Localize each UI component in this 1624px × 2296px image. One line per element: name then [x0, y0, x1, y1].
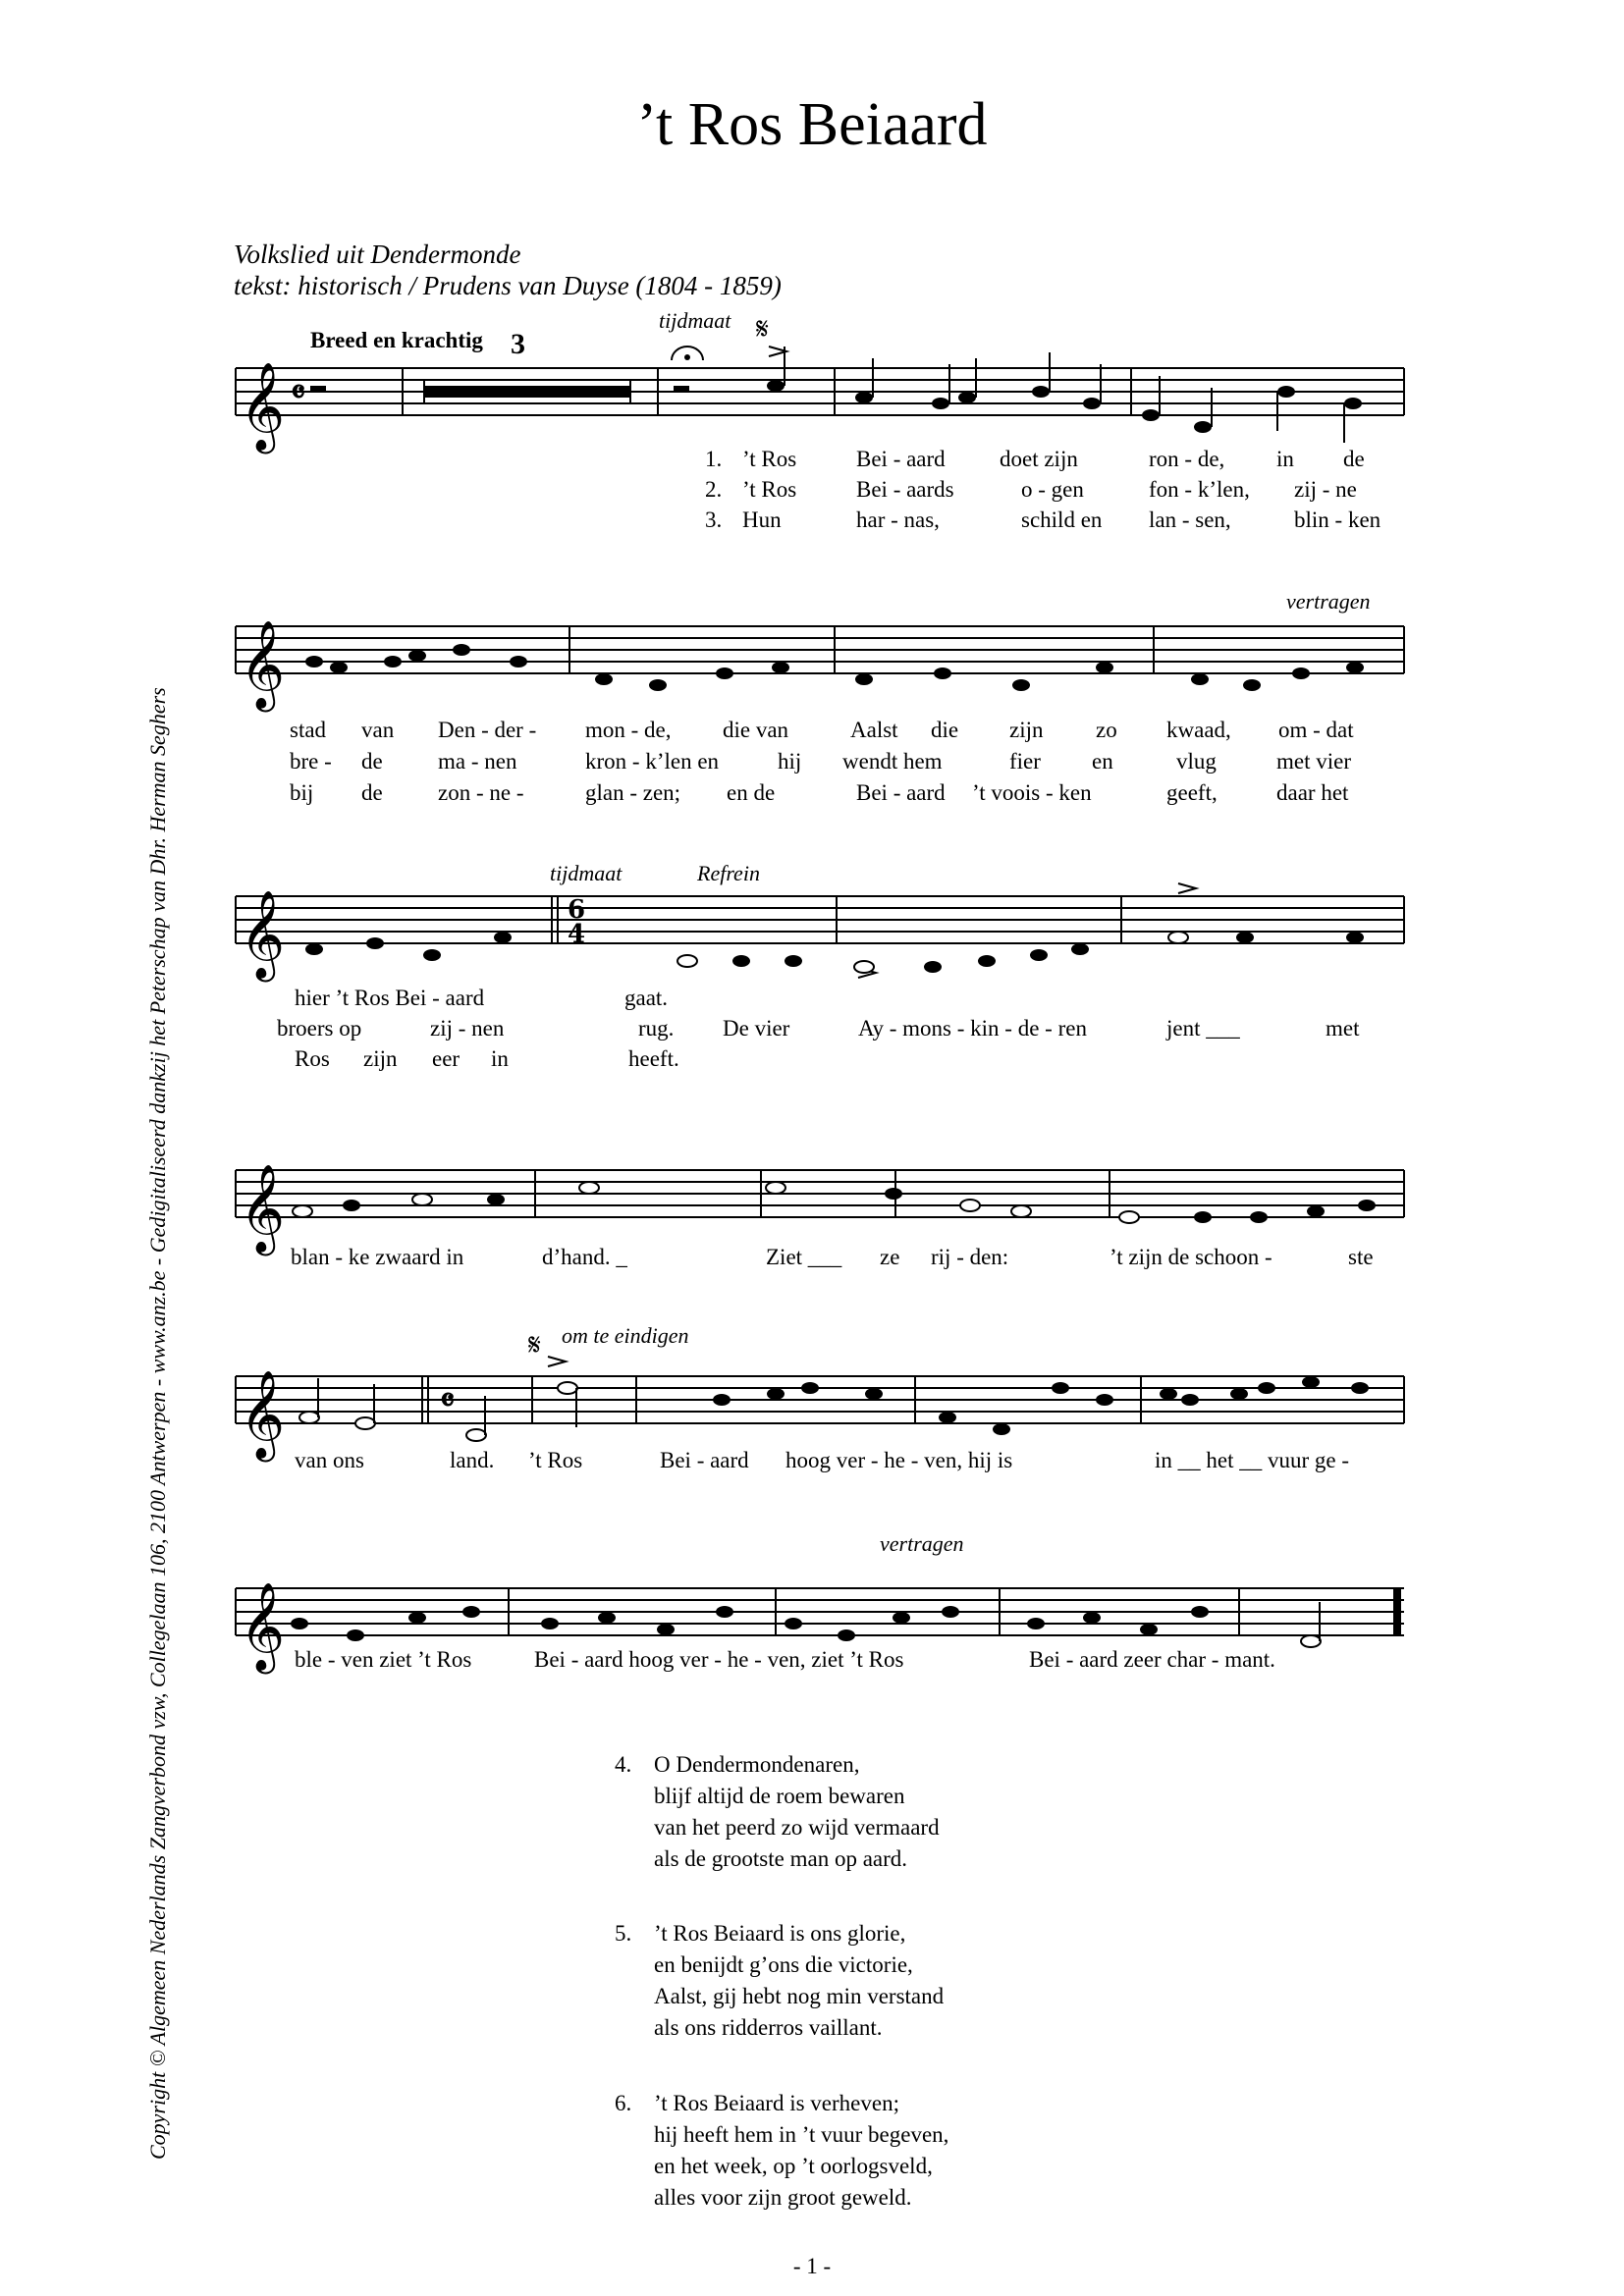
- lyric-syllable: Bei - aard: [856, 780, 946, 805]
- lyric-syllable: kron - k’len en: [585, 749, 720, 774]
- lyric-syllable: met vier: [1276, 749, 1351, 774]
- lyric-syllable: lan - sen,: [1149, 507, 1231, 532]
- page-number: - 1 -: [792, 2254, 832, 2278]
- song-title: ’t Ros Beiaard: [636, 91, 988, 158]
- lyric-syllable: de: [361, 749, 383, 774]
- staff-1: [236, 368, 1404, 415]
- verse-line: ’t Ros Beiaard is ons glorie,: [654, 1921, 906, 1946]
- verse-line: blijf altijd de roem bewaren: [654, 1784, 905, 1808]
- vertragen-marking: vertragen: [880, 1531, 964, 1556]
- verse-line: ’t Ros Beiaard is verheven;: [654, 2091, 899, 2115]
- lyric-syllable: Bei - aard zeer char - mant.: [1029, 1647, 1275, 1672]
- lyric-syllable: heeft.: [628, 1046, 679, 1071]
- lyric-syllable: ste: [1348, 1245, 1374, 1269]
- lyric-syllable: de: [1343, 447, 1365, 471]
- treble-clef-icon: 𝄞: [240, 1164, 286, 1253]
- lyric-syllable: ’t Ros: [742, 447, 797, 471]
- lyric-syllable: d’hand. _: [542, 1245, 627, 1269]
- verse-line: alles voor zijn groot geweld.: [654, 2185, 912, 2210]
- lyric-syllable: in: [491, 1046, 509, 1071]
- treble-clef-icon: 𝄞: [240, 620, 286, 709]
- lyric-syllable: bij: [290, 780, 314, 805]
- lyric-syllable: rij - den:: [931, 1245, 1009, 1269]
- lyric-syllable: Bei - aard hoog ver - he - ven, ziet ’t Ros: [534, 1647, 904, 1672]
- segno-icon: 𝄋: [528, 1328, 541, 1362]
- verse-number: 4.: [615, 1752, 632, 1777]
- lyric-syllable: doet zijn: [1000, 447, 1078, 471]
- lyric-syllable: daar het: [1276, 780, 1349, 805]
- ending-marking: om te eindigen: [562, 1323, 689, 1348]
- lyric-syllable: schild en: [1021, 507, 1103, 532]
- lyric-syllable: Ay - mons - kin - de - ren: [858, 1016, 1087, 1041]
- lyric-syllable: Ros: [295, 1046, 330, 1071]
- lyric-syllable: zij - ne: [1294, 477, 1357, 502]
- refrein-marking: Refrein: [697, 861, 760, 885]
- lyric-syllable: Bei - aard: [856, 447, 946, 471]
- lyric-syllable: in: [1276, 447, 1294, 471]
- lyric-syllable: bre -: [290, 749, 332, 774]
- origin-credit: Volkslied uit Dendermonde: [234, 240, 521, 269]
- lyric-syllable: jent ___: [1166, 1016, 1240, 1041]
- lyric-syllable: van ons: [295, 1448, 364, 1472]
- lyric-syllable: zon - ne -: [438, 780, 524, 805]
- staff-4: [236, 1170, 1404, 1217]
- verse-line: als ons ridderros vaillant.: [654, 2015, 883, 2040]
- lyric-syllable: stad: [290, 718, 327, 742]
- copyright-notice: Copyright © Algemeen Nederlands Zangverbond vzw, Collegelaan 106, 2100 Antwerpen - www.anz.be - Gedigitaliseerd dankzij het Peterschap van Dhr. Herman Seghers: [145, 687, 170, 2160]
- lyric-syllable: in __ het __ vuur ge -: [1155, 1448, 1350, 1472]
- lyric-syllable: vlug: [1176, 749, 1217, 774]
- lyric-syllable: met: [1326, 1016, 1360, 1041]
- verse-line: van het peerd zo wijd vermaard: [654, 1815, 940, 1840]
- lyric-syllable: ron - de,: [1149, 447, 1225, 471]
- lyric-syllable: broers op: [277, 1016, 362, 1041]
- lyric-syllable: hier ’t Ros Bei - aard: [295, 986, 485, 1010]
- lyric-syllable: zijn: [363, 1046, 398, 1071]
- text-credit: tekst: historisch / Prudens van Duyse (1804 - 1859): [234, 271, 782, 300]
- lyric-syllable: o - gen: [1021, 477, 1084, 502]
- verse-number: 2.: [705, 477, 723, 502]
- lyric-syllable: ze: [880, 1245, 900, 1269]
- verse-line: als de grootste man op aard.: [654, 1846, 908, 1871]
- segno-icon: 𝄋: [756, 312, 769, 347]
- verse-number: 6.: [615, 2091, 632, 2115]
- lyric-syllable: fier: [1009, 749, 1041, 774]
- staff-5: [236, 1376, 1404, 1423]
- svg-text:𝄴: 𝄴: [440, 1381, 456, 1420]
- lyric-syllable: kwaad,: [1166, 718, 1231, 742]
- lyric-syllable: ’t Ros: [742, 477, 797, 502]
- staff-2: [236, 626, 1404, 673]
- lyric-syllable: De vier: [723, 1016, 790, 1041]
- verse-number: 5.: [615, 1921, 632, 1946]
- verse-line: hij heeft hem in ’t vuur begeven,: [654, 2122, 949, 2147]
- svg-text:4: 4: [568, 920, 586, 949]
- lyric-syllable: zo: [1096, 718, 1117, 742]
- verse-number: 1.: [705, 447, 723, 471]
- lyric-syllable: Aalst: [850, 718, 898, 742]
- lyric-syllable: fon - k’len,: [1149, 477, 1250, 502]
- verse-line: en benijdt g’ons die victorie,: [654, 1952, 913, 1977]
- svg-text:6: 6: [568, 895, 586, 925]
- vertragen-marking: vertragen: [1286, 589, 1371, 614]
- lyric-syllable: ’t Ros: [528, 1448, 583, 1472]
- svg-text:𝄴: 𝄴: [291, 373, 306, 412]
- verse-number: 3.: [705, 507, 723, 532]
- treble-clef-icon: 𝄞: [240, 1370, 286, 1459]
- lyric-syllable: ma - nen: [438, 749, 517, 774]
- lyric-syllable: die: [931, 718, 959, 742]
- lyric-syllable: hij: [778, 749, 802, 774]
- lyric-syllable: en: [1092, 749, 1113, 774]
- lyric-syllable: wendt hem: [842, 749, 943, 774]
- lyric-syllable: de: [361, 780, 383, 805]
- lyric-syllable: ble - ven ziet ’t Ros: [295, 1647, 472, 1672]
- lyric-syllable: ’t zijn de schoon -: [1110, 1245, 1272, 1269]
- treble-clef-icon: 𝄞: [240, 362, 286, 451]
- lyric-syllable: blin - ken: [1294, 507, 1381, 532]
- lyric-syllable: land.: [450, 1448, 495, 1472]
- lyric-syllable: glan - zen;: [585, 780, 681, 805]
- lyric-syllable: Den - der -: [438, 718, 537, 742]
- lyric-syllable: har - nas,: [856, 507, 940, 532]
- lyric-syllable: die van: [723, 718, 789, 742]
- verse-line: Aalst, gij hebt nog min verstand: [654, 1984, 945, 2008]
- lyric-syllable: Bei - aard: [660, 1448, 749, 1472]
- lyric-syllable: gaat.: [624, 986, 669, 1010]
- staff-6: [236, 1588, 1404, 1635]
- treble-clef-icon: 𝄞: [240, 890, 286, 979]
- tijdmaat-marking: tijdmaat: [550, 861, 623, 885]
- lyric-syllable: Ziet ___: [766, 1245, 842, 1269]
- lyric-syllable: Hun: [742, 507, 782, 532]
- lyric-syllable: ’t voois - ken: [972, 780, 1092, 805]
- lyric-syllable: zij - nen: [430, 1016, 505, 1041]
- tempo-marking: Breed en krachtig: [310, 328, 483, 352]
- lyric-syllable: Bei - aards: [856, 477, 954, 502]
- treble-clef-icon: 𝄞: [240, 1582, 286, 1671]
- lyric-syllable: om - dat: [1278, 718, 1354, 742]
- lyric-syllable: rug.: [638, 1016, 675, 1041]
- verse-line: O Dendermondenaren,: [654, 1752, 860, 1777]
- lyric-syllable: van: [361, 718, 395, 742]
- lyric-syllable: zijn: [1009, 718, 1044, 742]
- lyric-syllable: mon - de,: [585, 718, 672, 742]
- tijdmaat-marking: tijdmaat: [659, 308, 731, 333]
- lyric-syllable: geeft,: [1166, 780, 1218, 805]
- multirest-count: 3: [511, 328, 525, 360]
- lyric-syllable: blan - ke zwaard in: [291, 1245, 464, 1269]
- lyric-syllable: eer: [432, 1046, 460, 1071]
- staff-3: [236, 896, 1404, 943]
- verse-line: en het week, op ’t oorlogsveld,: [654, 2154, 933, 2178]
- lyric-syllable: hoog ver - he - ven, hij is: [785, 1448, 1013, 1472]
- lyric-syllable: en de: [727, 780, 776, 805]
